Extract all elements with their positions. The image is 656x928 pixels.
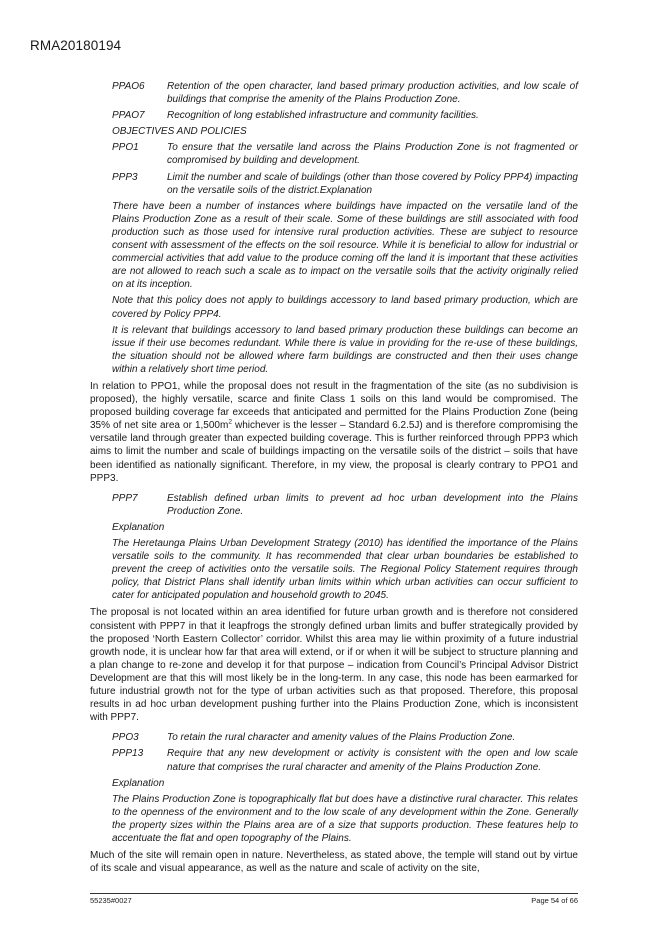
definition-row [112, 731, 578, 744]
definition-row [112, 492, 578, 518]
definition-code: PPAO6 [112, 81, 145, 92]
definition-text: Limit the number and scale of buildings (other than those covered by Policy PPP4) impacting on the versatile soils of the district.Explanation [167, 171, 578, 196]
document-reference: RMA20180194 [30, 38, 122, 53]
body-text: In relation to PPO1, while the proposal does not result in the fragmentation of the site (as no subdivision is proposed), the highly versatile, scarce and finite Class 1 soils on this land would be compromised. The proposed building coverage far exceeds that anticipated and permitted for the Plains Production Zone (being 35% of net site area or 1,500m [90, 380, 578, 432]
footer-divider [90, 893, 578, 894]
definition-text: Require that any new development or activity is consistent with the open and low scale nature that comprises the rural character and amenity of the Plains Production Zone. [167, 748, 578, 773]
quoted-paragraph: There have been a number of instances where buildings have impacted on the versatile land of the Plains Production Zone as a result of their scale. Some of these buildings are still associated with food production such as those used for intensive rural production activities. These are subject to resource consent with assessment of the effects on the soil resource. While it is beneficial to allow for industrial or commercial activities that add value to the produce coming off the land it is important that these activities are not allowed to reach such a scale as to impact on the versatile soils that the activity originally relied on at its inception. [112, 200, 578, 291]
objectives-heading: OBJECTIVES AND POLICIES [112, 126, 247, 138]
quoted-paragraph: The Plains Production Zone is topographically flat but does have a distinctive rural character. This relates to the openness of the environment and to the low scale of any development within the Zone. Generally the property sizes within the Plains area are of a size that supports production. These features help to accentuate the flat and open topography of the Plains. [112, 793, 578, 844]
definition-row [112, 80, 578, 106]
superscript: 2 [228, 418, 232, 426]
quoted-block-2 [112, 492, 578, 603]
quoted-block-1 [112, 80, 578, 376]
definition-code: PPP13 [112, 748, 144, 760]
definition-code: PPP7 [112, 492, 138, 504]
body-paragraph: The proposal is not located within an area identified for future urban growth and is therefore not considered consistent with PPP7 in that it leapfrogs the strongly defined urban limits and buffer strategically provided by the proposed ‘North Eastern Collector’ corridor. Whilst this area may lie within proximity of a future industrial growth node, it is unclear how far that area will extend, or if or when it will be subject to structure planning and a plan change to re-zone and develop it for that purpose – indication from Council’s Principal Advisor District Development are that this will most likely be in the long-term. In any case, this node has been earmarked for future industrial growth not for the type of urban activities such as that proposed. Therefore, this proposal results in ad hoc urban development pushing further into the Plains Production Zone, which is inconsistent with PPP7. [90, 607, 578, 724]
footer-doc-number: 55235#0027 [90, 896, 132, 905]
definition-code: PPO1 [112, 142, 139, 154]
definition-text: To ensure that the versatile land across the Plains Production Zone is not fragmented or compromised by building and development. [167, 142, 578, 167]
definition-row [112, 171, 578, 197]
footer-page-number: Page 54 of 66 [531, 896, 578, 905]
page-content [90, 80, 578, 882]
definition-code: PPO3 [112, 732, 139, 744]
definition-text: Recognition of long established infrastructure and community facilities. [167, 110, 479, 122]
definition-code: PPP3 [112, 171, 138, 183]
definition-text: Retention of the open character, land based primary production activities, and low scale of buildings that comprise the amenity of the Plains Production Zone. [167, 81, 578, 106]
definition-row [112, 109, 578, 122]
body-paragraph [90, 380, 578, 485]
definition-code: PPAO7 [112, 110, 145, 122]
quoted-block-3 [112, 731, 578, 845]
definition-row [112, 747, 578, 773]
definition-text: Establish defined urban limits to prevent ad hoc urban development into the Plains Production Zone. [167, 492, 578, 517]
body-paragraph: Much of the site will remain open in nature. Nevertheless, as stated above, the temple will stand out by virtue of its scale and visual appearance, as well as the nature and scale of activity on the site, [90, 850, 578, 875]
definition-text: To retain the rural character and amenity values of the Plains Production Zone. [167, 732, 516, 744]
explanation-label: Explanation [112, 521, 165, 533]
quoted-paragraph: Note that this policy does not apply to buildings accessory to land based primary production, which are covered by Policy PPP4. [112, 295, 578, 320]
explanation-label: Explanation [112, 777, 165, 789]
quoted-paragraph: It is relevant that buildings accessory to land based primary production these buildings can become an issue if their use becomes redundant. While there is value in providing for the re-use of these buildings, the situation should not be allowed where farm buildings are constructed and then their uses change within a relatively short time period. [112, 324, 578, 375]
body-text: whichever is the lesser – Standard 6.2.5J) and is therefore compromising the versatile land through greater than expected building coverage. This is further reinforced through PPP3 which aims to limit the number and scale of buildings impacting on the versatile soils of the district – soils that have been identified as nationally significant. Therefore, in my view, the proposal is clearly contrary to PPO1 and PPP3. [90, 420, 579, 484]
quoted-paragraph: The Heretaunga Plains Urban Development Strategy (2010) has identified the importance of the Plains versatile soils to the community. It has recommended that clear urban boundaries be established to prevent the creep of activities onto the versatile soils. The Regional Policy Statement requires through policy, that District Plans shall identify urban limits within which urban activities can occur sufficient to cater for anticipated population and household growth to 2045. [112, 538, 578, 602]
definition-row [112, 141, 578, 167]
